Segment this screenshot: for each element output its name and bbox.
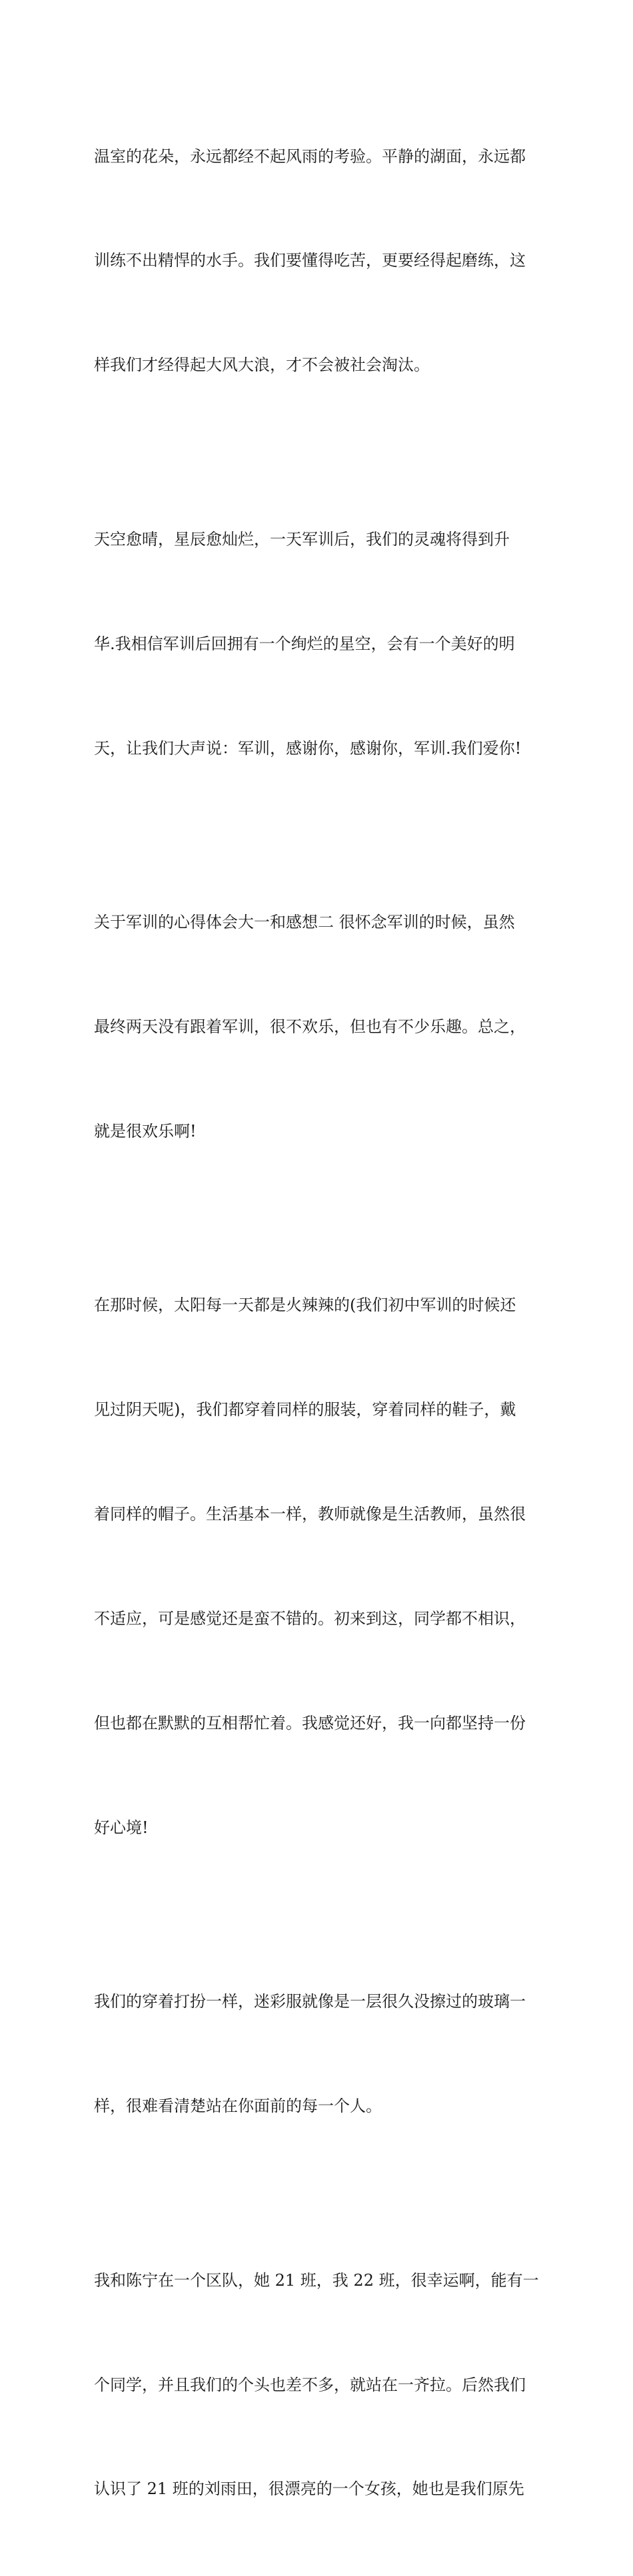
text-line: 华.我相信军训后回拥有一个绚烂的星空，会有一个美好的明	[94, 634, 515, 653]
text-line: 但也都在默默的互相帮忙着。我感觉还好，我一向都坚持一份	[94, 1713, 526, 1732]
text-line: 就是很欢乐啊!	[94, 1121, 197, 1141]
text-line: 个同学，并且我们的个头也差不多，就站在一齐拉。后然我们	[94, 2375, 526, 2394]
text-line: 最终两天没有跟着军训，很不欢乐，但也有不少乐趣。总之，	[94, 1017, 526, 1037]
text-line: 样我们才经得起大风大浪，才不会被社会淘汰。	[94, 356, 430, 375]
text-line: 不适应，可是感觉还是蛮不错的。初来到这，同学都不相识，	[94, 1609, 526, 1629]
text-line: 好心境!	[94, 1818, 149, 1837]
text-line: 在那时候，太阳每一天都是火辣辣的(我们初中军训的时候还	[94, 1296, 516, 1315]
text-line: 温室的花朵，永远都经不起风雨的考验。平静的湖面，永远都	[94, 146, 526, 166]
document-body	[94, 69, 544, 2576]
paragraph-3	[94, 836, 544, 1218]
text-line: 训练不出精悍的水手。我们要懂得吃苦，更要经得起磨练，这	[94, 251, 526, 270]
text-line: 见过阴天呢)，我们都穿着同样的服装，穿着同样的鞋子，戴	[94, 1400, 516, 1419]
text-line: 我们的穿着打扮一样，迷彩服就像是一层很久没擦过的玻璃一	[94, 1992, 526, 2011]
paragraph-6	[94, 2193, 544, 2576]
paragraph-2	[94, 452, 544, 835]
text-line: 着同样的帽子。生活基本一样，教师就像是生活教师，虽然很	[94, 1505, 526, 1524]
paragraph-4	[94, 1218, 544, 1915]
text-line: 样，很难看清楚站在你面前的每一个人。	[94, 2097, 382, 2116]
text-line: 认识了 21 班的刘雨田，很漂亮的一个女孩，她也是我们原先	[94, 2479, 524, 2499]
text-line: 天空愈晴，星辰愈灿烂，一天军训后，我们的灵魂将得到升	[94, 529, 510, 549]
text-line: 关于军训的心得体会大一和感想二 很怀念军训的时候，虽然	[94, 913, 515, 932]
paragraph-5	[94, 1915, 544, 2193]
text-line: 天，让我们大声说：军训，感谢你，感谢你，军训.我们爱你!	[94, 738, 522, 758]
paragraph-1	[94, 69, 544, 452]
text-line: 我和陈宁在一个区队，她 21 班，我 22 班，很幸运啊，能有一	[94, 2270, 539, 2290]
